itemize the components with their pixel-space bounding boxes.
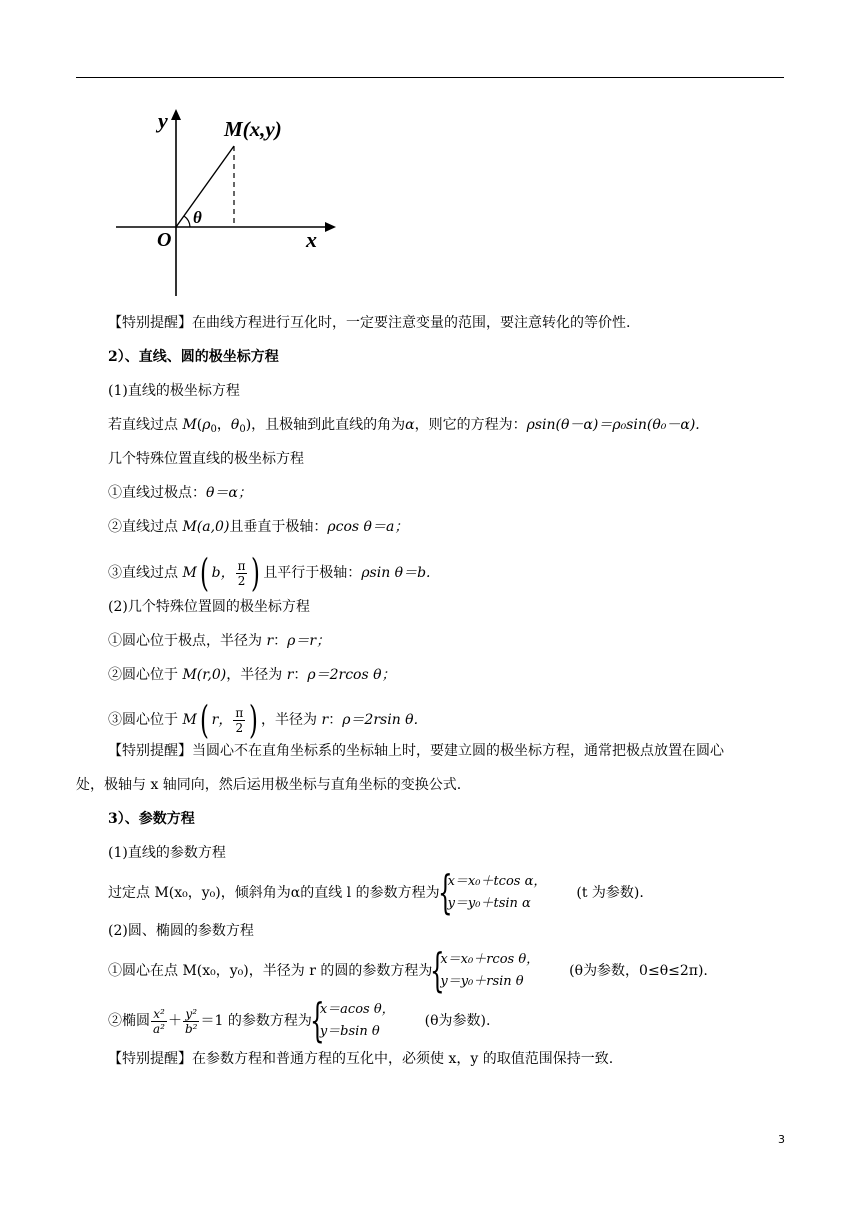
param-ellipse-system: { x＝acos θ， y＝bsin θ bbox=[309, 993, 395, 1047]
section-2-title: 2）、直线、圆的极坐标方程 bbox=[108, 349, 279, 365]
param-ellipse-equation: ②椭圆 $\frac{\text{x²}}{\text{a²}}$ ＋ $\frac{\text{y²}}{\text{b²}}$ ＝1 的参数方程为 { x＝acos θ， y＝bsin θ (θ为参数). bbox=[108, 993, 491, 1047]
special-circle-1: ①圆心位于极点，半径为 r：ρ＝r； bbox=[108, 633, 331, 649]
origin-label: O bbox=[157, 229, 172, 251]
y-axis-label: y bbox=[158, 108, 168, 133]
subsection-circle-ellipse-param: (2)圆、椭圆的参数方程 bbox=[108, 923, 254, 939]
tip-bracket: 【特别提醒】 bbox=[108, 315, 192, 331]
special-line-3: ③直线过点 M( b， $\frac{\pi}{2}$ ) 且平行于极轴：ρsin θ＝b. bbox=[108, 551, 431, 595]
special-line-1: ①直线过极点：θ＝α； bbox=[108, 485, 252, 501]
param-circle-equation: ①圆心在点 M(x₀，y₀)，半径为 r 的圆的参数方程为 { x＝x₀＋rcos θ， y＝y₀＋rsin θ (θ为参数，0≤θ≤2π). bbox=[108, 943, 708, 997]
param-line-system: { x＝x₀＋tcos α， y＝y₀＋tsin α bbox=[437, 865, 547, 919]
tip-1: 【特别提醒】在曲线方程进行互化时，一定要注意变量的范围，要注意转化的等价性. bbox=[108, 315, 631, 331]
radius-line bbox=[176, 146, 234, 227]
polar-coordinate-figure bbox=[110, 106, 340, 302]
subsection-line-param: (1)直线的参数方程 bbox=[108, 845, 226, 861]
x-axis-label: x bbox=[306, 227, 317, 252]
subsection-line-polar: (1)直线的极坐标方程 bbox=[108, 383, 240, 399]
section-3-title: 3）、参数方程 bbox=[108, 811, 195, 827]
point-label: M(x,y) bbox=[224, 117, 282, 141]
line-polar-equation: 若直线过点 $M(\rho_0$，$\theta_0$)，且极轴到此直线的角为α，则它的方程为：ρsin(θ－α)＝ρ₀sin(θ₀－α). bbox=[108, 417, 700, 435]
special-circle-2: ②圆心位于 M(r,0)，半径为 r：ρ＝2rcos θ； bbox=[108, 667, 396, 683]
tip-3: 【特别提醒】在参数方程和普通方程的互化中，必须使 x，y 的取值范围保持一致. bbox=[108, 1051, 614, 1067]
tip-2-line-1: 【特别提醒】当圆心不在直角坐标系的坐标轴上时，要建立圆的极坐标方程，通常把极点放置在圆心 bbox=[108, 743, 724, 759]
special-lines-title: 几个特殊位置直线的极坐标方程 bbox=[108, 451, 304, 467]
x-axis-arrow bbox=[325, 222, 336, 232]
special-circle-3: ③圆心位于 M( r， $\frac{\pi}{2}$ ) ，半径为 r：ρ＝2rsin θ. bbox=[108, 698, 419, 742]
y-axis-arrow bbox=[171, 109, 181, 120]
param-circle-system: { x＝x₀＋rcos θ， y＝y₀＋rsin θ bbox=[430, 943, 540, 997]
special-line-2: ②直线过点 M(a,0)且垂直于极轴：ρcos θ＝a； bbox=[108, 519, 409, 535]
tip-2-line-2: 处，极轴与 x 轴同向，然后运用极坐标与直角坐标的变换公式. bbox=[76, 777, 462, 793]
angle-arc bbox=[184, 216, 190, 227]
header-rule bbox=[76, 77, 784, 78]
angle-label: θ bbox=[193, 208, 202, 227]
page-number: 3 bbox=[778, 1133, 785, 1146]
param-line-equation: 过定点 M(x₀，y₀)，倾斜角为α的直线 l 的参数方程为 { x＝x₀＋tcos α， y＝y₀＋tsin α (t 为参数). bbox=[108, 865, 644, 919]
subsection-circle-polar: (2)几个特殊位置圆的极坐标方程 bbox=[108, 599, 310, 615]
